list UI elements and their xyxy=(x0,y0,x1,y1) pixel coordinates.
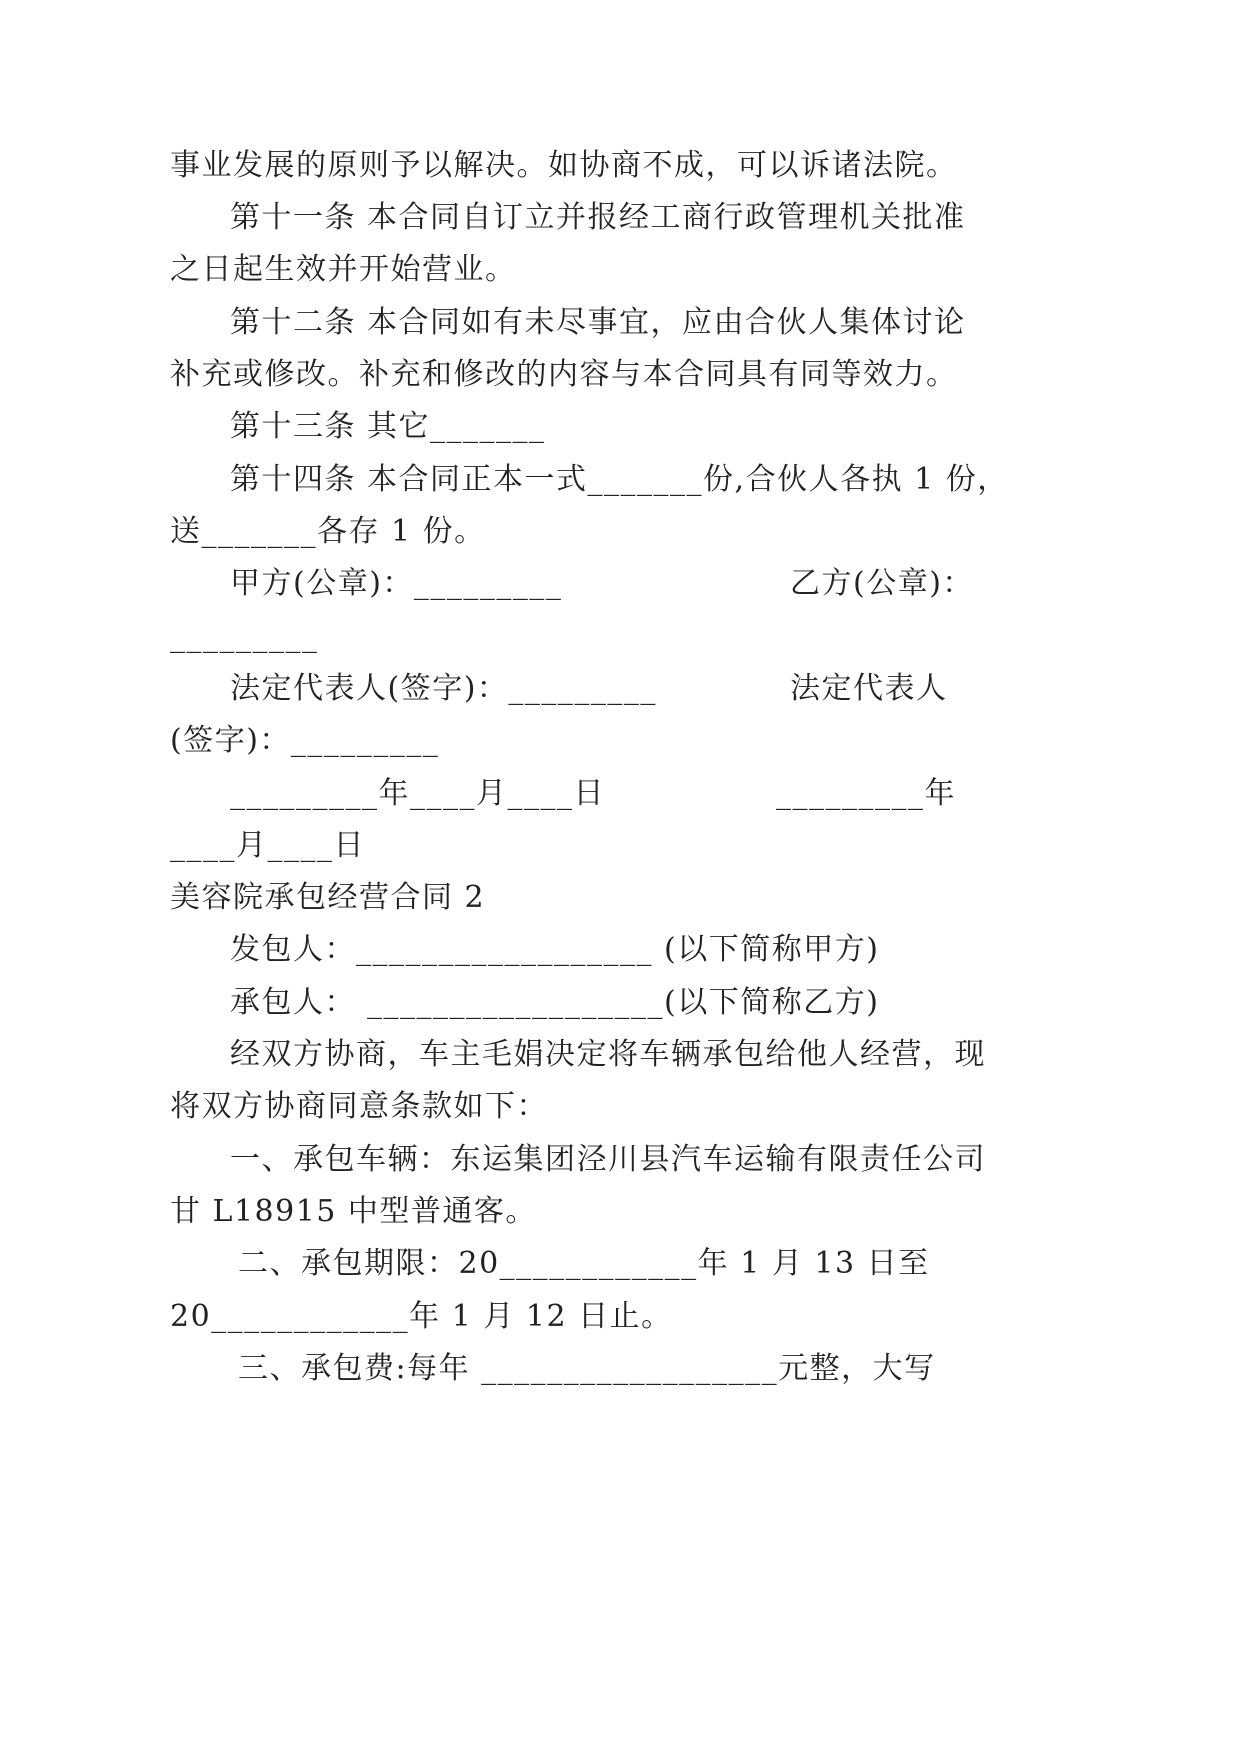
text-line: 第十二条 本合同如有未尽事宜，应由合伙人集体讨论 xyxy=(230,305,966,340)
text-line: ____月____日 xyxy=(170,828,365,863)
text-line: 第十一条 本合同自订立并报经工商行政管理机关批准 xyxy=(230,200,966,235)
text-line: 发包人：__________________ (以下简称甲方) xyxy=(230,932,880,967)
text-line: 承包人： __________________(以下简称乙方) xyxy=(230,985,880,1020)
text-line: 乙方(公章)： xyxy=(790,566,974,601)
text-line: _________ xyxy=(170,619,319,654)
text-line: 甘 L18915 中型普通客。 xyxy=(170,1194,537,1229)
text-line: 第十四条 本合同正本一式_______份,合伙人各执 1 份， xyxy=(230,462,1009,497)
text-line: 三、承包费:每年 __________________元整，大写 xyxy=(238,1351,936,1386)
text-line: 第十三条 其它_______ xyxy=(230,409,546,444)
text-line: 20____________年 1 月 12 日止。 xyxy=(170,1299,673,1334)
text-line: 经双方协商，车主毛娟决定将车辆承包给他人经营，现 xyxy=(230,1037,986,1072)
text-line: 法定代表人(签字)：_________ xyxy=(230,671,657,706)
text-line: 将双方协商同意条款如下： xyxy=(170,1089,548,1124)
text-line: 一、承包车辆：东运集团泾川县汽车运输有限责任公司 xyxy=(230,1142,986,1177)
text-line: 甲方(公章)：_________ xyxy=(230,566,563,601)
text-line: _________年 xyxy=(776,776,956,811)
text-line: _________年____月____日 xyxy=(230,776,605,811)
text-line: (签字)：_________ xyxy=(170,723,440,758)
section-heading: 美容院承包经营合同 2 xyxy=(170,880,486,915)
text-line: 法定代表人 xyxy=(790,671,948,706)
text-line: 之日起生效并开始营业。 xyxy=(170,252,517,287)
text-line: 二、承包期限：20____________年 1 月 13 日至 xyxy=(238,1246,930,1281)
text-line: 事业发展的原则予以解决。如协商不成，可以诉诸法院。 xyxy=(170,148,958,183)
text-line: 送_______各存 1 份。 xyxy=(170,514,486,549)
text-line: 补充或修改。补充和修改的内容与本合同具有同等效力。 xyxy=(170,357,958,392)
